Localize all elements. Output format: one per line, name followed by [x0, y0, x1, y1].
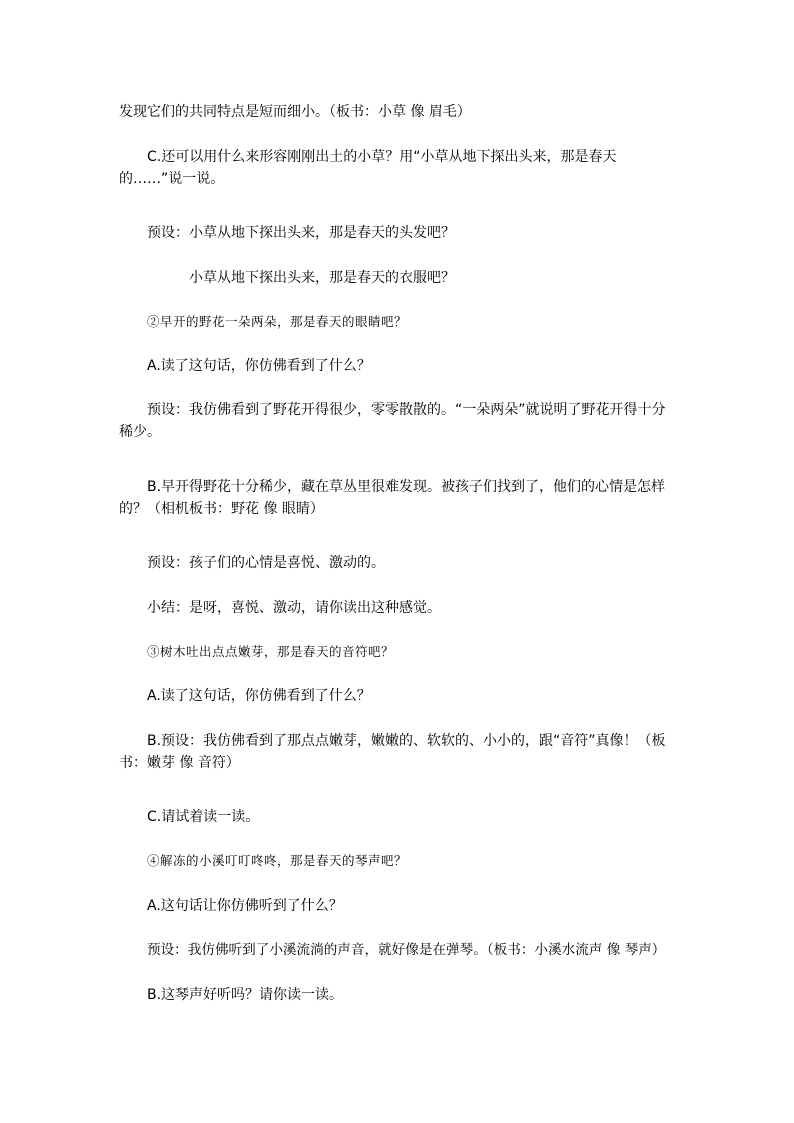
paragraph: 预设：我仿佛看到了野花开得很少，零零散散的。“一朵两朵”就说明了野花开得十分稀少。	[119, 402, 666, 440]
paragraph: B.早开得野花十分稀少，藏在草丛里很难发现。被孩子们找到了，他们的心情是怎样的？（相机板书：野花 像 眼睛）	[119, 479, 666, 517]
paragraph: B.预设：我仿佛看到了那点点嫩芽，嫩嫩的、软软的、小小的，跟“音符”真像！（板书：嫩芽 像 音符）	[119, 733, 666, 771]
paragraph: 发现它们的共同特点是短而细小。（板书：小草 像 眉毛）	[119, 104, 471, 120]
paragraph: C.还可以用什么来形容刚刚出土的小草？用“小草从地下探出头来，那是春天的……”说一说。	[119, 149, 617, 187]
paragraph: 小草从地下探出头来，那是春天的衣服吧？	[189, 270, 455, 286]
heading-sentence: ②早开的野花一朵两朵，那是春天的眼睛吧？	[147, 314, 408, 329]
heading-sentence: ③树木吐出点点嫩芽，那是春天的音符吧？	[147, 644, 395, 659]
heading-sentence: ④解冻的小溪叮叮咚咚，那是春天的琴声吧？	[147, 853, 408, 868]
paragraph: 预设：我仿佛听到了小溪流淌的声音，就好像是在弹琴。（板书：小溪水流声 像 琴声）	[147, 942, 666, 958]
paragraph: A.读了这句话，你仿佛看到了什么？	[147, 688, 371, 704]
paragraph: B.这琴声好听吗？请你读一读。	[147, 987, 344, 1003]
paragraph: A.这句话让你仿佛听到了什么？	[147, 898, 343, 914]
paragraph: 预设：孩子们的心情是喜悦、激动的。	[147, 555, 385, 571]
paragraph: C.请试着读一读。	[147, 809, 260, 825]
paragraph: 小结：是呀，喜悦、激动，请你读出这种感觉。	[147, 600, 441, 616]
paragraph: 预设：小草从地下探出头来，那是春天的头发吧？	[147, 225, 455, 241]
paragraph: A.读了这句话，你仿佛看到了什么？	[147, 358, 371, 374]
